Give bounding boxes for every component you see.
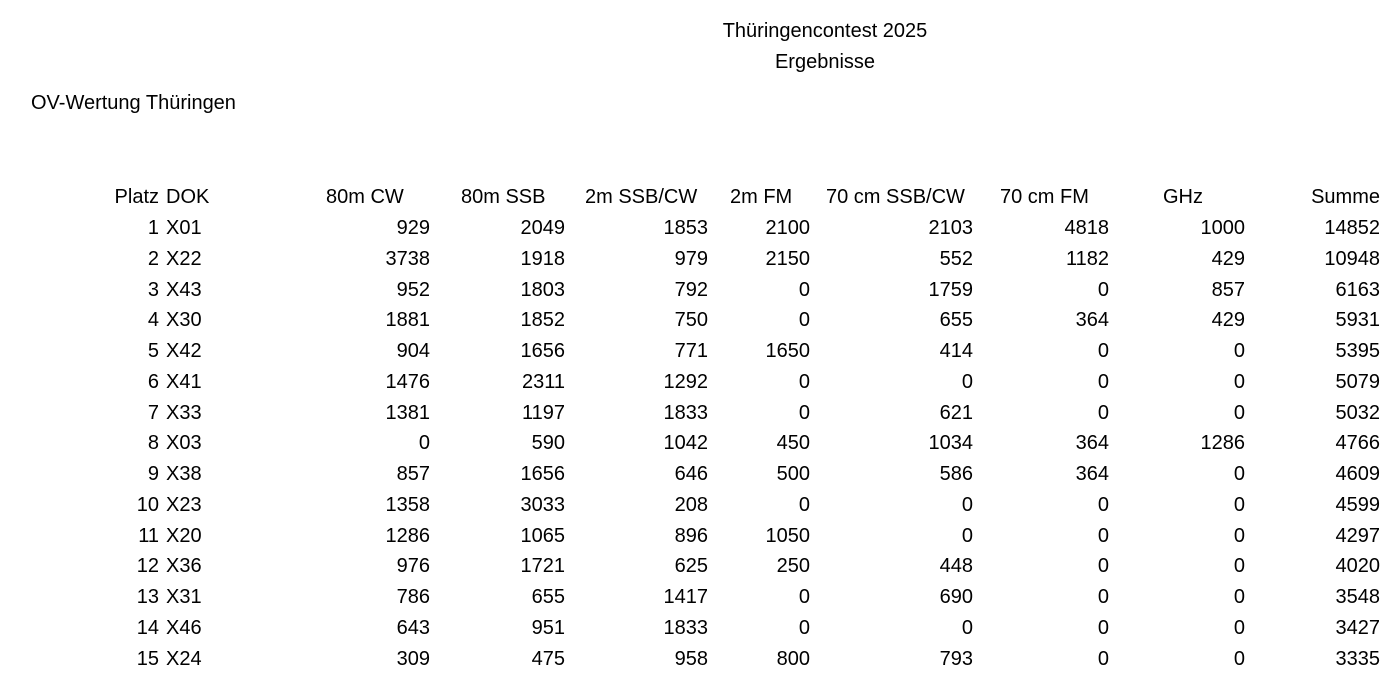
cell-2m-fm: 800	[776, 647, 810, 670]
cell-70cm-ssb-cw: 690	[939, 586, 973, 609]
cell-ghz: 0	[1233, 401, 1245, 424]
cell-platz: 13	[136, 586, 159, 609]
cell-70cm-fm: 364	[1075, 432, 1109, 455]
cell-platz: 4	[147, 309, 159, 332]
cell-2m-fm: 0	[798, 493, 810, 516]
cell-2m-ssb-cw: 1042	[663, 432, 708, 455]
cell-ghz: 0	[1233, 586, 1245, 609]
cell-platz: 2	[147, 247, 159, 270]
cell-80m-cw: 309	[396, 647, 430, 670]
cell-80m-ssb: 2311	[521, 370, 565, 393]
table-row	[0, 428, 1380, 459]
cell-70cm-ssb-cw: 1759	[928, 278, 973, 301]
cell-dok: X36	[166, 555, 202, 578]
cell-80m-cw: 786	[396, 586, 430, 609]
header-row	[0, 182, 1380, 213]
cell-70cm-ssb-cw: 621	[939, 401, 973, 424]
cell-70cm-fm: 0	[1097, 647, 1109, 670]
cell-80m-cw: 929	[396, 217, 430, 240]
cell-2m-ssb-cw: 771	[674, 340, 708, 363]
cell-80m-ssb: 1656	[520, 463, 565, 486]
cell-70cm-fm: 364	[1075, 309, 1109, 332]
cell-80m-ssb: 1803	[520, 278, 565, 301]
cell-platz: 14	[136, 616, 159, 639]
cell-summe: 5032	[1335, 401, 1380, 424]
cell-80m-cw: 3738	[385, 247, 430, 270]
cell-platz: 11	[138, 524, 159, 547]
cell-summe: 4020	[1335, 555, 1380, 578]
cell-70cm-fm: 4818	[1064, 217, 1109, 240]
cell-dok: X31	[166, 586, 202, 609]
header-80m-ssb: 80m SSB	[461, 186, 546, 209]
header-80m-cw: 80m CW	[326, 186, 404, 209]
cell-dok: X33	[166, 401, 202, 424]
cell-80m-cw: 952	[396, 278, 430, 301]
cell-80m-cw: 0	[418, 432, 430, 455]
table-row	[0, 274, 1380, 305]
table-row	[0, 643, 1380, 674]
cell-70cm-fm: 0	[1097, 586, 1109, 609]
cell-2m-fm: 0	[798, 586, 810, 609]
cell-dok: X01	[166, 217, 202, 240]
cell-summe: 4609	[1335, 463, 1380, 486]
cell-2m-fm: 0	[798, 616, 810, 639]
table-row	[0, 520, 1380, 551]
cell-dok: X03	[166, 432, 202, 455]
cell-platz: 1	[147, 217, 159, 240]
cell-summe: 5395	[1335, 340, 1380, 363]
cell-80m-ssb: 1065	[520, 524, 565, 547]
cell-2m-fm: 0	[798, 278, 810, 301]
cell-2m-fm: 0	[798, 309, 810, 332]
cell-70cm-ssb-cw: 448	[939, 555, 973, 578]
cell-dok: X41	[166, 370, 202, 393]
cell-2m-ssb-cw: 1833	[663, 616, 708, 639]
cell-platz: 15	[136, 647, 159, 670]
cell-platz: 8	[147, 432, 159, 455]
cell-2m-ssb-cw: 1853	[663, 217, 708, 240]
cell-70cm-ssb-cw: 414	[939, 340, 973, 363]
table-row	[0, 490, 1380, 521]
cell-80m-ssb: 655	[531, 586, 565, 609]
cell-dok: X43	[166, 278, 202, 301]
cell-ghz: 0	[1233, 463, 1245, 486]
cell-ghz: 429	[1211, 309, 1245, 332]
table-row	[0, 305, 1380, 336]
cell-summe: 14852	[1324, 217, 1380, 240]
header-ghz: GHz	[1163, 186, 1203, 209]
cell-2m-fm: 1650	[765, 340, 810, 363]
document-title: Thüringencontest 2025	[722, 20, 928, 42]
cell-2m-ssb-cw: 208	[674, 493, 708, 516]
cell-80m-ssb: 475	[531, 647, 565, 670]
cell-dok: X38	[166, 463, 202, 486]
cell-80m-ssb: 1656	[520, 340, 565, 363]
cell-platz: 9	[147, 463, 159, 486]
cell-70cm-fm: 0	[1097, 493, 1109, 516]
cell-ghz: 0	[1233, 555, 1245, 578]
cell-70cm-ssb-cw: 2103	[928, 217, 973, 240]
cell-80m-cw: 904	[396, 340, 430, 363]
cell-2m-fm: 0	[798, 401, 810, 424]
cell-platz: 10	[136, 493, 159, 516]
table-row	[0, 244, 1380, 275]
cell-70cm-fm: 0	[1097, 278, 1109, 301]
cell-2m-fm: 0	[798, 370, 810, 393]
cell-70cm-fm: 0	[1097, 340, 1109, 363]
cell-summe: 4297	[1335, 524, 1380, 547]
cell-80m-cw: 1286	[385, 524, 430, 547]
cell-80m-ssb: 1721	[520, 555, 565, 578]
cell-80m-cw: 1358	[385, 493, 430, 516]
cell-70cm-ssb-cw: 0	[961, 493, 973, 516]
cell-2m-ssb-cw: 979	[674, 247, 708, 270]
cell-ghz: 0	[1233, 647, 1245, 670]
cell-80m-cw: 1476	[385, 370, 430, 393]
cell-ghz: 429	[1211, 247, 1245, 270]
cell-dok: X23	[166, 493, 202, 516]
cell-summe: 4766	[1335, 432, 1380, 455]
table-row	[0, 336, 1380, 367]
cell-summe: 5931	[1335, 309, 1380, 332]
cell-ghz: 1286	[1200, 432, 1245, 455]
cell-70cm-fm: 1182	[1065, 247, 1109, 270]
cell-2m-fm: 500	[776, 463, 810, 486]
cell-2m-fm: 2150	[765, 247, 810, 270]
cell-summe: 3335	[1335, 647, 1380, 670]
cell-80m-ssb: 1918	[520, 247, 565, 270]
cell-2m-ssb-cw: 958	[674, 647, 708, 670]
cell-80m-ssb: 1197	[521, 401, 565, 424]
cell-dok: X42	[166, 340, 202, 363]
cell-80m-ssb: 1852	[520, 309, 565, 332]
cell-70cm-ssb-cw: 1034	[928, 432, 973, 455]
cell-summe: 3548	[1335, 586, 1380, 609]
cell-80m-ssb: 3033	[520, 493, 565, 516]
cell-70cm-fm: 364	[1075, 463, 1109, 486]
header-70cm-ssb-cw: 70 cm SSB/CW	[826, 186, 965, 209]
cell-platz: 6	[147, 370, 159, 393]
cell-dok: X20	[166, 524, 202, 547]
table-row	[0, 459, 1380, 490]
header-2m-ssb-cw: 2m SSB/CW	[585, 186, 698, 209]
cell-summe: 10948	[1324, 247, 1380, 270]
cell-2m-ssb-cw: 646	[674, 463, 708, 486]
document-subtitle: Ergebnisse	[774, 51, 876, 73]
cell-2m-ssb-cw: 896	[674, 524, 708, 547]
cell-2m-fm: 2100	[765, 217, 810, 240]
section-heading: OV-Wertung Thüringen	[31, 92, 236, 114]
cell-platz: 7	[147, 401, 159, 424]
cell-ghz: 0	[1233, 524, 1245, 547]
header-70cm-fm: 70 cm FM	[1000, 186, 1089, 209]
cell-70cm-ssb-cw: 586	[939, 463, 973, 486]
cell-70cm-ssb-cw: 0	[961, 616, 973, 639]
cell-2m-ssb-cw: 1833	[663, 401, 708, 424]
cell-70cm-fm: 0	[1097, 401, 1109, 424]
cell-70cm-ssb-cw: 655	[939, 309, 973, 332]
cell-80m-cw: 976	[396, 555, 430, 578]
cell-2m-fm: 450	[776, 432, 810, 455]
cell-70cm-ssb-cw: 552	[939, 247, 973, 270]
results-table	[0, 182, 1380, 674]
table-row	[0, 397, 1380, 428]
cell-summe: 3427	[1335, 616, 1380, 639]
cell-70cm-fm: 0	[1097, 616, 1109, 639]
header-platz: Platz	[114, 186, 159, 209]
cell-2m-fm: 1050	[765, 524, 810, 547]
cell-2m-ssb-cw: 1417	[663, 586, 708, 609]
cell-ghz: 0	[1233, 340, 1245, 363]
cell-80m-cw: 1381	[385, 401, 430, 424]
cell-ghz: 0	[1233, 370, 1245, 393]
cell-80m-cw: 643	[396, 616, 430, 639]
cell-summe: 5079	[1335, 370, 1380, 393]
cell-dok: X30	[166, 309, 202, 332]
cell-80m-cw: 857	[396, 463, 430, 486]
header-2m-fm: 2m FM	[730, 186, 793, 209]
cell-70cm-fm: 0	[1097, 524, 1109, 547]
cell-70cm-ssb-cw: 0	[961, 370, 973, 393]
cell-2m-ssb-cw: 625	[674, 555, 708, 578]
cell-ghz: 1000	[1200, 217, 1245, 240]
table-row	[0, 213, 1380, 244]
table-row	[0, 582, 1380, 613]
cell-summe: 6163	[1335, 278, 1380, 301]
cell-70cm-ssb-cw: 0	[961, 524, 973, 547]
cell-70cm-fm: 0	[1097, 370, 1109, 393]
cell-70cm-ssb-cw: 793	[939, 647, 973, 670]
table-row	[0, 367, 1380, 398]
cell-2m-ssb-cw: 1292	[663, 370, 708, 393]
cell-2m-ssb-cw: 750	[674, 309, 708, 332]
header-dok: DOK	[166, 186, 210, 209]
cell-ghz: 0	[1233, 616, 1245, 639]
cell-ghz: 857	[1211, 278, 1245, 301]
cell-ghz: 0	[1233, 493, 1245, 516]
results-body	[0, 213, 1380, 674]
cell-platz: 12	[136, 555, 159, 578]
table-row	[0, 613, 1380, 644]
cell-platz: 5	[147, 340, 159, 363]
cell-80m-ssb: 590	[531, 432, 565, 455]
cell-80m-cw: 1881	[385, 309, 430, 332]
cell-80m-ssb: 2049	[520, 217, 565, 240]
cell-80m-ssb: 951	[531, 616, 565, 639]
cell-dok: X24	[166, 647, 202, 670]
cell-summe: 4599	[1335, 493, 1380, 516]
cell-dok: X46	[166, 616, 202, 639]
cell-platz: 3	[147, 278, 159, 301]
cell-2m-fm: 250	[776, 555, 810, 578]
table-row	[0, 551, 1380, 582]
cell-70cm-fm: 0	[1097, 555, 1109, 578]
header-summe: Summe	[1311, 186, 1380, 209]
cell-dok: X22	[166, 247, 202, 270]
cell-2m-ssb-cw: 792	[674, 278, 708, 301]
